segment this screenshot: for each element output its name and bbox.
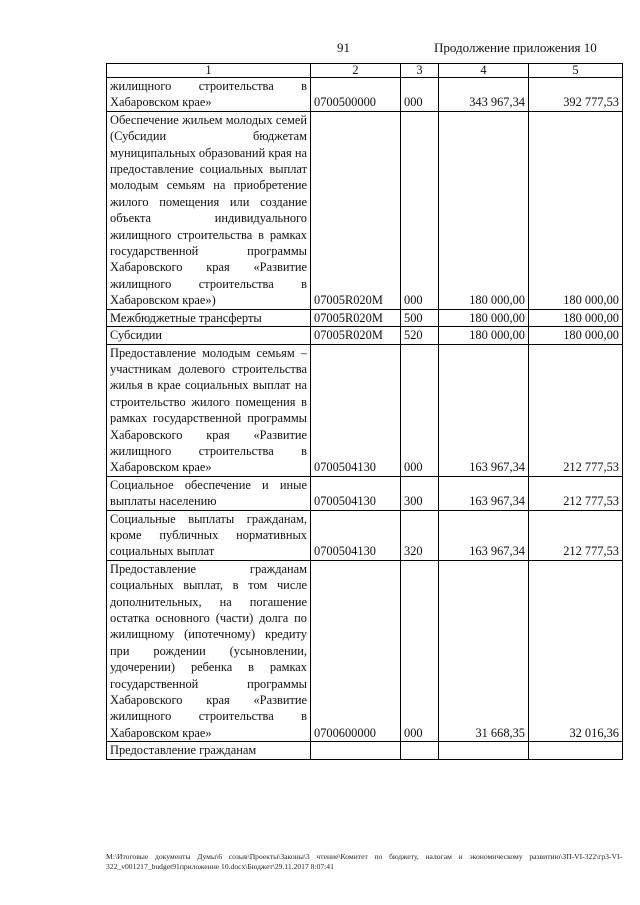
- column-number-5: 5: [529, 64, 623, 78]
- row-name: Предоставление гражданам: [107, 742, 311, 759]
- row-code: 0700504130: [311, 344, 401, 476]
- table-row: [107, 111, 623, 309]
- row-value-1: [439, 742, 529, 759]
- column-number-3: 3: [401, 64, 439, 78]
- row-value-2: 212 777,53: [529, 344, 623, 476]
- row-value-2: 180 000,00: [529, 327, 623, 344]
- table-row: [107, 309, 623, 326]
- budget-table: [106, 63, 623, 760]
- row-name: Социальное обеспечение и иные выплаты населению: [107, 476, 311, 510]
- row-code: 0700600000: [311, 560, 401, 741]
- file-path-footer: M:\Итоговые документы Думы\6 созыв\Проекты\Законы\3 чтение\Комитет по бюджету, налогам и экономическому развитию\ЗП-VI-322\гр3-VI-322_v001217_budget91приложение 10.docx\Бюджет\29.11.2017 8:07:41: [106, 852, 622, 871]
- row-value-2: 32 016,36: [529, 560, 623, 741]
- row-code: 0700500000: [311, 78, 401, 112]
- row-name: Предоставление гражданам социальных выплат, в том числе дополнительных, на погашение остатка основного (части) долга по жилищному (ипотечному) кредиту при рождении (усыновлении, удочерении) ребенка в рамках государственной программы Хабаровского края «Развитие жилищного строительства в Хабаровском крае»: [107, 560, 311, 741]
- row-value-2: 180 000,00: [529, 309, 623, 326]
- table-row: [107, 344, 623, 476]
- row-value-2: 180 000,00: [529, 111, 623, 309]
- table-row: [107, 510, 623, 560]
- row-code: [311, 742, 401, 759]
- row-value-2: 212 777,53: [529, 510, 623, 560]
- column-number-4: 4: [439, 64, 529, 78]
- row-code: 0700504130: [311, 476, 401, 510]
- row-value-1: 180 000,00: [439, 327, 529, 344]
- column-number-1: 1: [107, 64, 311, 78]
- table-row: [107, 742, 623, 759]
- row-value-1: 343 967,34: [439, 78, 529, 112]
- row-value-1: 31 668,35: [439, 560, 529, 741]
- table-row: [107, 327, 623, 344]
- row-group: [401, 742, 439, 759]
- row-name: Межбюджетные трансферты: [107, 309, 311, 326]
- row-value-1: 180 000,00: [439, 111, 529, 309]
- row-name: Предоставление молодым семьям – участникам долевого строительства жилья в крае социальных выплат на строительство жилого помещения в рамках государственной программы Хабаровского края «Развитие жилищного строительства в Хабаровском крае»: [107, 344, 311, 476]
- row-value-1: 163 967,34: [439, 476, 529, 510]
- row-name: жилищного строительства в Хабаровском крае»: [107, 78, 311, 112]
- row-group: 000: [401, 111, 439, 309]
- continuation-label: Продолжение приложения 10: [434, 40, 597, 55]
- row-group: 000: [401, 344, 439, 476]
- row-code: 0700504130: [311, 510, 401, 560]
- row-name: Социальные выплаты гражданам, кроме публичных нормативных социальных выплат: [107, 510, 311, 560]
- row-group: 000: [401, 560, 439, 741]
- row-code: 07005R020M: [311, 327, 401, 344]
- row-name: Субсидии: [107, 327, 311, 344]
- row-name: Обеспечение жильем молодых семей (Субсидии бюджетам муниципальных образований края на предоставление социальных выплат молодым семьям на приобретение жилого помещения или создание объекта индивидуального жилищного строительства в рамках государственной программы Хабаровского края «Развитие жилищного строительства в Хабаровском крае»): [107, 111, 311, 309]
- page-number: 91: [337, 40, 350, 55]
- row-value-1: 180 000,00: [439, 309, 529, 326]
- column-number-2: 2: [311, 64, 401, 78]
- row-value-1: 163 967,34: [439, 344, 529, 476]
- row-value-1: 163 967,34: [439, 510, 529, 560]
- row-value-2: 392 777,53: [529, 78, 623, 112]
- row-group: 300: [401, 476, 439, 510]
- table-row: [107, 476, 623, 510]
- row-group: 520: [401, 327, 439, 344]
- row-value-2: 212 777,53: [529, 476, 623, 510]
- row-code: 07005R020M: [311, 111, 401, 309]
- row-code: 07005R020M: [311, 309, 401, 326]
- row-group: 320: [401, 510, 439, 560]
- column-number-row: [107, 64, 623, 78]
- table-row: [107, 560, 623, 741]
- table-row: [107, 78, 623, 112]
- row-value-2: [529, 742, 623, 759]
- row-group: 000: [401, 78, 439, 112]
- row-group: 500: [401, 309, 439, 326]
